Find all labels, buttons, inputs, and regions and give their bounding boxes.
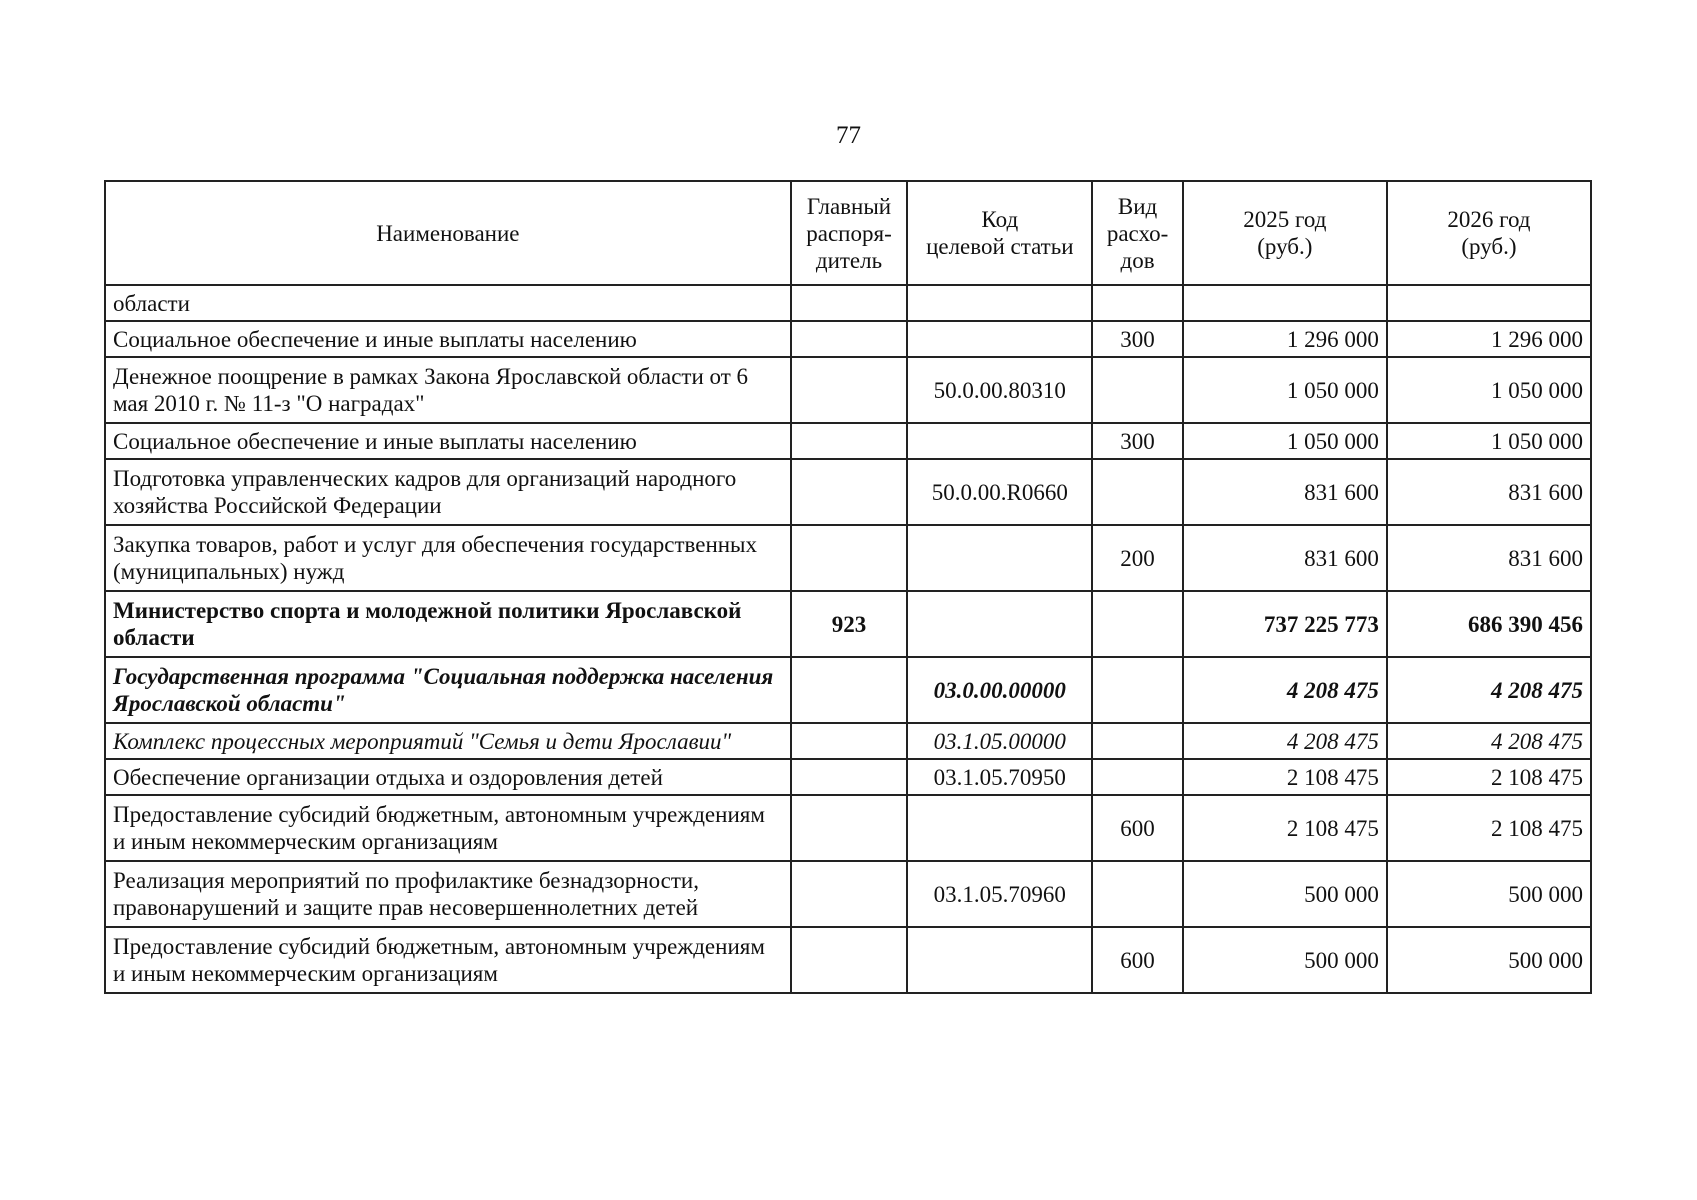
cell-2026: 1 050 000 [1387,423,1591,459]
cell-2026: 2 108 475 [1387,795,1591,861]
cell-2025: 737 225 773 [1183,591,1387,657]
cell-code [907,423,1092,459]
header-type [1092,181,1182,285]
cell-name: Социальное обеспечение и иные выплаты населению [105,321,791,357]
cell-2025: 831 600 [1183,525,1387,591]
header-type-line: Вид [1117,193,1158,219]
cell-code: 03.1.05.70960 [907,861,1092,927]
cell-manager [791,723,908,759]
cell-2026: 831 600 [1387,459,1591,525]
table-row [105,795,1591,861]
cell-type [1092,357,1182,423]
cell-name: области [105,285,791,321]
cell-name: Государственная программа "Социальная поддержка населения Ярославской области" [105,657,791,723]
header-code [907,181,1092,285]
cell-type: 300 [1092,321,1182,357]
cell-manager [791,795,908,861]
cell-name: Предоставление субсидий бюджетным, автономным учреждениям и иным некоммерческим организациям [105,927,791,993]
cell-2025: 2 108 475 [1183,795,1387,861]
page-number: 77 [836,122,861,149]
cell-2025: 500 000 [1183,927,1387,993]
budget-table [104,180,1592,994]
table-row [105,861,1591,927]
cell-type [1092,459,1182,525]
cell-2026: 1 050 000 [1387,357,1591,423]
header-manager-line: дитель [815,247,883,273]
header-2026 [1387,181,1591,285]
cell-name: Денежное поощрение в рамках Закона Ярославской области от 6 мая 2010 г. № 11-з "О наградах" [105,357,791,423]
table-header-row [105,181,1591,285]
cell-code [907,321,1092,357]
cell-manager [791,285,908,321]
cell-manager [791,927,908,993]
cell-2026: 500 000 [1387,861,1591,927]
cell-manager [791,861,908,927]
cell-code: 50.0.00.R0660 [907,459,1092,525]
cell-type [1092,759,1182,795]
cell-2026: 686 390 456 [1387,591,1591,657]
cell-type: 200 [1092,525,1182,591]
header-2026-line: 2026 год [1447,207,1531,232]
cell-2025: 1 050 000 [1183,423,1387,459]
cell-code [907,285,1092,321]
cell-name: Реализация мероприятий по профилактике безнадзорности, правонарушений и защите прав несовершеннолетних детей [105,861,791,927]
header-2026-line: (руб.) [1461,234,1517,259]
table-row [105,357,1591,423]
table-row [105,423,1591,459]
cell-code [907,927,1092,993]
cell-manager [791,321,908,357]
cell-code: 03.0.00.00000 [907,657,1092,723]
cell-name: Министерство спорта и молодежной политики Ярославской области [105,591,791,657]
header-code-line: целевой статьи [926,234,1074,259]
cell-code [907,525,1092,591]
cell-type [1092,591,1182,657]
cell-manager: 923 [791,591,908,657]
cell-type [1092,861,1182,927]
header-2025-line: 2025 год [1243,207,1327,232]
cell-code: 50.0.00.80310 [907,357,1092,423]
cell-name: Предоставление субсидий бюджетным, автономным учреждениям и иным некоммерческим организациям [105,795,791,861]
cell-code [907,795,1092,861]
cell-code: 03.1.05.70950 [907,759,1092,795]
header-manager-line: распоря- [806,220,892,246]
table-row [105,657,1591,723]
cell-2025: 500 000 [1183,861,1387,927]
cell-2025: 4 208 475 [1183,657,1387,723]
cell-name: Комплекс процессных мероприятий "Семья и дети Ярославии" [105,723,791,759]
table-row [105,459,1591,525]
cell-code: 03.1.05.00000 [907,723,1092,759]
header-2025-line: (руб.) [1257,234,1313,259]
cell-2025: 831 600 [1183,459,1387,525]
cell-2026: 500 000 [1387,927,1591,993]
cell-type: 600 [1092,795,1182,861]
table-row [105,285,1591,321]
cell-2026 [1387,285,1591,321]
table-row [105,525,1591,591]
table-row [105,591,1591,657]
cell-2025: 2 108 475 [1183,759,1387,795]
cell-code [907,591,1092,657]
cell-type: 300 [1092,423,1182,459]
header-type-line: дов [1120,247,1155,273]
cell-manager [791,357,908,423]
cell-name: Социальное обеспечение и иные выплаты населению [105,423,791,459]
table-row [105,759,1591,795]
cell-2025: 1 296 000 [1183,321,1387,357]
cell-type [1092,285,1182,321]
cell-2025: 4 208 475 [1183,723,1387,759]
cell-type [1092,657,1182,723]
cell-manager [791,759,908,795]
cell-manager [791,525,908,591]
cell-name: Обеспечение организации отдыха и оздоровления детей [105,759,791,795]
cell-name: Закупка товаров, работ и услуг для обеспечения государственных (муниципальных) нужд [105,525,791,591]
table-row [105,723,1591,759]
cell-type [1092,723,1182,759]
header-2025 [1183,181,1387,285]
cell-manager [791,459,908,525]
header-manager-line: Главный [806,193,892,219]
cell-2026: 4 208 475 [1387,723,1591,759]
cell-2026: 4 208 475 [1387,657,1591,723]
cell-2025 [1183,285,1387,321]
cell-2025: 1 050 000 [1183,357,1387,423]
cell-2026: 1 296 000 [1387,321,1591,357]
cell-2026: 2 108 475 [1387,759,1591,795]
table-row [105,927,1591,993]
cell-type: 600 [1092,927,1182,993]
cell-manager [791,657,908,723]
cell-manager [791,423,908,459]
cell-name: Подготовка управленческих кадров для организаций народного хозяйства Российской Федерации [105,459,791,525]
table-row [105,321,1591,357]
header-manager [791,181,908,285]
header-type-line: расхо- [1106,220,1169,246]
header-name: Наименование [105,181,791,285]
header-code-line: Код [981,207,1019,232]
cell-2026: 831 600 [1387,525,1591,591]
